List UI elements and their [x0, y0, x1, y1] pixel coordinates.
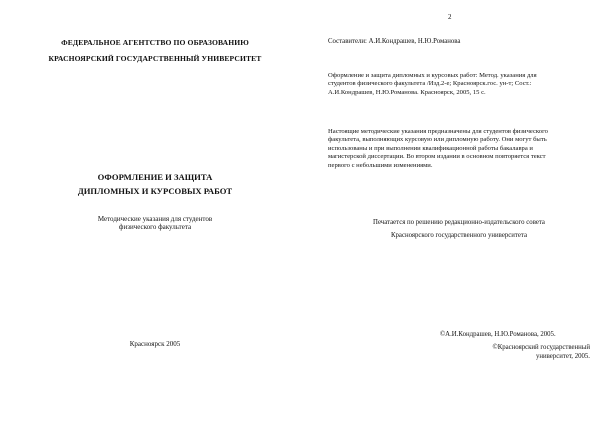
- compilers-line: Составители: А.И.Кондрашев, Н.Ю.Романова: [328, 38, 461, 45]
- page-number: 2: [448, 13, 452, 21]
- subtitle-line1: Методические указания для студентов: [97, 215, 213, 223]
- document-title-line1: ОФОРМЛЕНИЕ И ЗАЩИТА: [97, 172, 213, 182]
- copyright-university-line2: университет, 2005.: [535, 353, 590, 360]
- university-name: КРАСНОЯРСКИЙ ГОСУДАРСТВЕННЫЙ УНИВЕРСИТЕТ: [48, 54, 262, 63]
- publication-note-line2: Красноярского государственного университета: [391, 232, 527, 239]
- annotation-line: первого с небольшими изменениями.: [328, 161, 433, 169]
- bibliographic-record: [328, 72, 590, 97]
- biblio-line: студентов физического факультета /Изд.2-е; Красноярск.гос. ун-т; Сост.:: [328, 80, 532, 88]
- copyright-university: [440, 343, 590, 361]
- annotation-line: магистерской диссертации. Во втором издании в основном повторяется текст: [328, 153, 546, 161]
- annotation-line: использованы и при выполнении квалификационной работы бакалавра и: [328, 144, 533, 152]
- subtitle-line2: физического факультета: [118, 223, 192, 231]
- publication-note-line1: Печатается по решению редакционно-издательского совета: [373, 219, 545, 226]
- copyright-university-line1: ©Красноярский государственный: [492, 344, 590, 351]
- annotation-line: Настоящие методические указания предназначены для студентов физического: [328, 128, 548, 135]
- agency-name: ФЕДЕРАЛЬНОЕ АГЕНТСТВО ПО ОБРАЗОВАНИЮ: [61, 38, 249, 47]
- copyright-authors: ©А.И.Кондрашев, Н.Ю.Романова, 2005.: [440, 331, 556, 338]
- imprint-page: [300, 0, 600, 424]
- city-year: Красноярск 2005: [129, 340, 181, 348]
- biblio-line: Оформление и защита дипломных и курсовых работ: Метод. указания для: [328, 72, 537, 79]
- document-title-line2: ДИПЛОМНЫХ И КУРСОВЫХ РАБОТ: [77, 186, 233, 196]
- annotation-line: факультета, выполняющих курсовую или дипломную работу. Они могут быть: [328, 136, 547, 144]
- biblio-line: А.И.Кондрашев, Н.Ю.Романова. Красноярск, 2005, 15 с.: [328, 88, 486, 96]
- annotation: [328, 128, 590, 170]
